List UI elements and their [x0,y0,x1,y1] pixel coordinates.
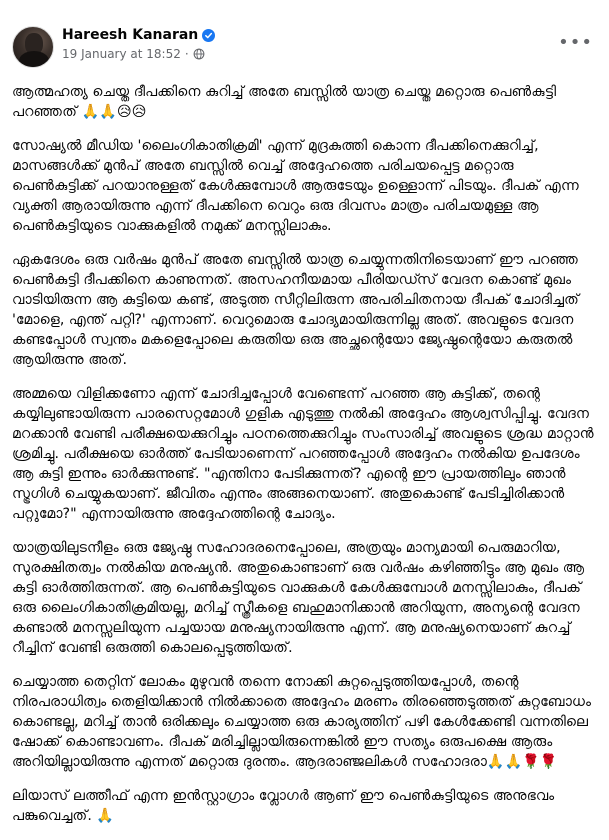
author-name-row [62,27,215,43]
globe-icon [193,48,205,60]
author-name[interactable]: Hareesh Kanaran [62,27,199,43]
post-paragraph: യാത്രയിലുടനീളം ഒരു ജ്യേഷ്ഠ സഹോദരനെപ്പോലെ, അത്രയും മാന്യമായി പെരുമാറിയ, സുരക്ഷിതത്വം നൽകിയ മനുഷ്യൻ. അതുകൊണ്ടാണ് ഒരു വർഷം കഴിഞ്ഞിട്ടും ആ മുഖം ആ കുട്ടി ഓർത്തിരുന്നത്. ആ പെൺകുട്ടിയുടെ വാക്കുകൾ കേൾക്കുമ്പോൾ മനസ്സിലാകും, ദീപക് ഒരു ലൈംഗികാതിക്രമിയല്ല, മറിച്ച് സ്ത്രീകളെ ബഹുമാനിക്കാൻ അറിയുന്ന, അന്യന്റെ വേദന കണ്ടാൽ മനസ്സലിയുന്ന പച്ചയായ മനുഷ്യനായിരുന്നു എന്ന്. ആ മനുഷ്യനെയാണ് കുറച്ച് റീച്ചിന് വേണ്ടി ഒരുത്തി കൊലപ്പെടുത്തിയത്. [12,540,585,656]
avatar[interactable] [12,26,54,68]
post-body [12,82,597,840]
meta-separator: · [184,47,189,61]
post-meta [62,47,205,61]
post-paragraph: ഏകദേശം ഒരു വർഷം മുൻപ് അതേ ബസ്സിൽ യാത്ര ചെയ്യുന്നതിനിടെയാണ് ഈ പറഞ്ഞ പെൺകുട്ടി ദീപക്കിനെ കാണുന്നത്. അസഹനീയമായ പീരിയഡ്സ് വേദന കൊണ്ട് മുഖം വാടിയിരുന്ന ആ കുട്ടിയെ കണ്ട്, അടുത്ത സീറ്റിലിരുന്ന അപരിചിതനായ ദീപക് ചോദിച്ചത് 'മോളെ, എന്ത് പറ്റി?' എന്നാണ്. വെറുമൊരു ചോദ്യമായിരുന്നില്ല അത്. അവളുടെ വേദന കണ്ടപ്പോൾ സ്വന്തം മകളെപ്പോലെ കരുതിയ ഒരു അച്ഛന്റെയോ ജ്യേഷ്ഠന്റെയോ കരുതൽ ആയിരുന്നു അത്. [12,252,579,368]
post-paragraph: ലിയാസ് ലത്തീഫ് എന്ന ഇൻസ്റ്റാഗ്രാം വ്ലോഗർ ആണ് ഈ പെൺകുട്ടിയുടെ അനുഭവം പങ്കുവെച്ചത്. 🙏 [12,788,555,824]
post-paragraph: സോഷ്യൽ മീഡിയ 'ലൈംഗികാതിക്രമി' എന്ന് മുദ്രകുത്തി കൊന്ന ദീപക്കിനെക്കുറിച്ച്, മാസങ്ങൾക്ക് മുൻപ് അതേ ബസ്സിൽ വെച്ച് അദ്ദേഹത്തെ പരിചയപ്പെട്ട മറ്റൊരു പെൺകുട്ടിക്ക് പറയാനുള്ളത് കേൾക്കുമ്പോൾ ആരുടേയും ഉള്ളൊന്ന് പിടയും. ദീപക് എന്ന വ്യക്തി ആരായിരുന്നു എന്ന് ദീപക്കിനെ വെറും ഒരു ദിവസം മാത്രം പരിചയമുള്ള ആ പെൺകുട്ടിയുടെ വാക്കുകളിൽ നമുക്ക് മനസ്സിലാകും. [12,138,579,234]
verified-badge-icon [202,29,215,42]
post-paragraph: ചെയ്യാത്ത തെറ്റിന് ലോകം മുഴുവൻ തന്നെ നോക്കി കുറ്റപ്പെടുത്തിയപ്പോൾ, തന്റെ നിരപരാധിത്വം തെളിയിക്കാൻ നിൽക്കാതെ അദ്ദേഹം മരണം തിരഞ്ഞെടുത്തത് കുറ്റബോധം കൊണ്ടല്ല, മറിച്ച് താൻ ഒരിക്കലും ചെയ്യാത്ത ഒരു കാര്യത്തിന് പഴി കേൾക്കേണ്ടി വന്നതിലെ ഷോക്ക് കൊണ്ടാവണം. ദീപക് മരിച്ചില്ലായിരുന്നെങ്കിൽ ഈ സത്യം ഒരുപക്ഷെ ആരും അറിയില്ലായിരുന്നു എന്നത് മറ്റൊരു ദുരന്തം. ആദരാഞ്ജലികൾ സഹോദരാ🙏🙏🌹🌹 [12,674,592,770]
ellipsis-icon[interactable]: ••• [558,32,593,53]
post-header [12,26,597,68]
post-paragraph: ആത്മഹത്യ ചെയ്ത ദീപക്കിനെ കുറിച്ച് അതേ ബസ്സിൽ യാത്ര ചെയ്ത മറ്റൊരു പെൺകുട്ടി പറഞ്ഞത് 🙏🙏😥😥 [12,84,557,120]
post-paragraph: അമ്മയെ വിളിക്കണോ എന്ന് ചോദിച്ചപ്പോൾ വേണ്ടെന്ന് പറഞ്ഞ ആ കുട്ടിക്ക്, തന്റെ കയ്യിലുണ്ടായിരുന്ന പാരസെറ്റമോൾ ഗുളിക എടുത്തു നൽകി അദ്ദേഹം ആശ്വസിപ്പിച്ചു. വേദന മറക്കാൻ വേണ്ടി പരീക്ഷയെക്കുറിച്ചും പഠനത്തെക്കുറിച്ചും സംസാരിച്ച് അവളുടെ ശ്രദ്ധ മാറ്റാൻ ശ്രമിച്ചു. പരീക്ഷയെ ഓർത്ത് പേടിയാണെന്ന് പറഞ്ഞപ്പോൾ അദ്ദേഹം നൽകിയ ഉപദേശം ആ കുട്ടി ഇന്നും ഓർക്കുന്നുണ്ട്. "എന്തിനാ പേടിക്കുന്നത്? എന്റെ ഈ പ്രായത്തിലും ഞാൻ സ്ട്രഗിൾ ചെയ്യുകയാണ്. ജീവിതം എന്നും അങ്ങനെയാണ്. അതുകൊണ്ട് പേടിച്ചിരിക്കാൻ പറ്റുമോ?" എന്നായിരുന്നു അദ്ദേഹത്തിന്റെ ചോദ്യം. [12,386,594,522]
post-timestamp[interactable]: 19 January at 18:52 [62,47,181,61]
